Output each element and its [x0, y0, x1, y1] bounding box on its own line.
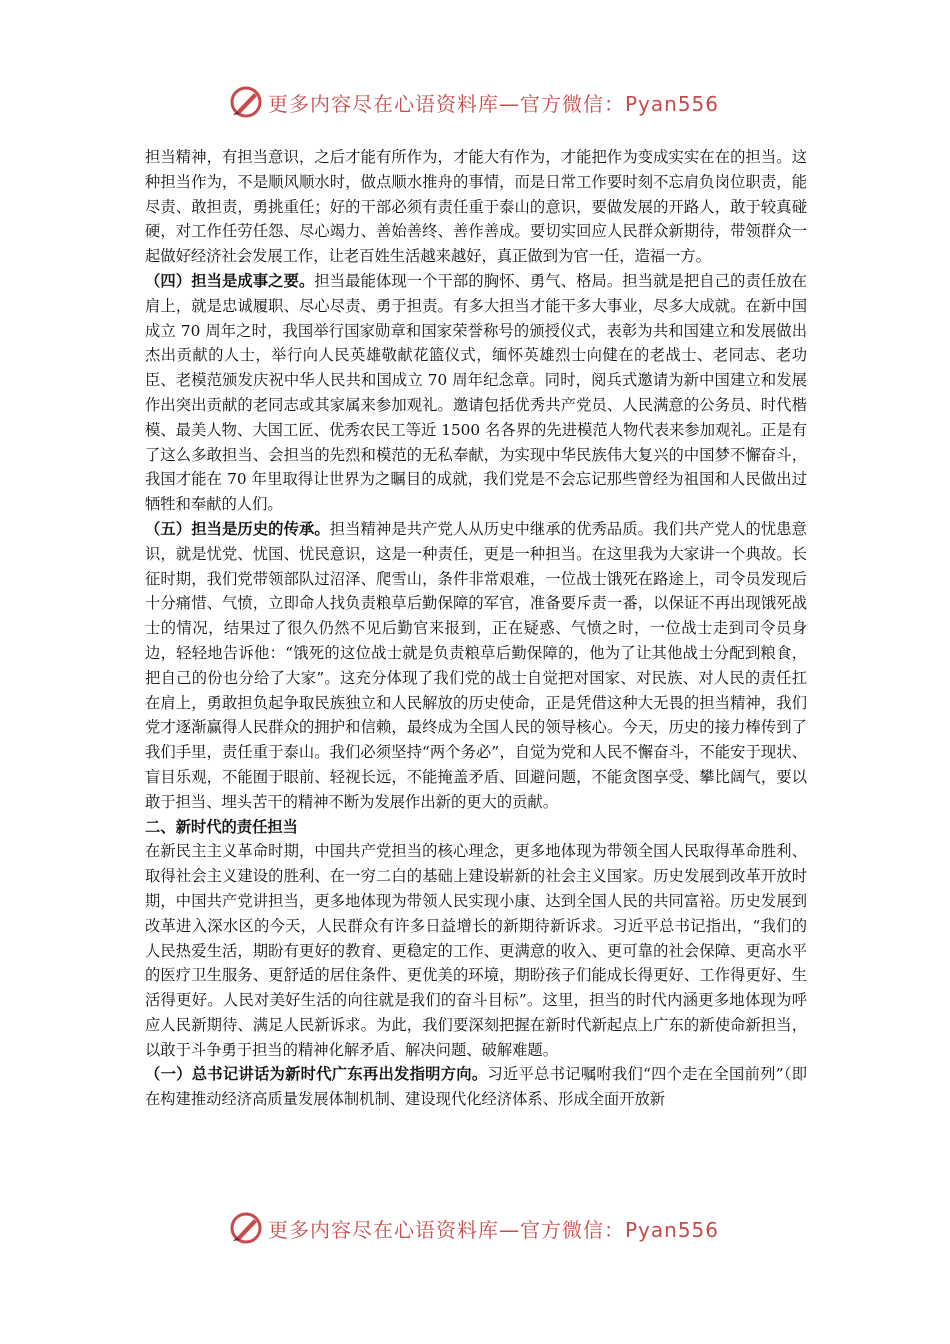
paragraph: 在新民主主义革命时期，中国共产党担当的核心理念，更多地体现为带领全国人民取得革命胜利、取得社会主义建设的胜利、在一穷二白的基础上建设崭新的社会主义国家。历史发展到改革开放时期，中国共产党讲担当，更多地体现为带领人民实现小康、达到全国人民的共同富裕。历史发展到改革进入深水区的今天，人民群众有许多日益增长的新期待新诉求。习近平总书记指出，“我们的人民热爱生活，期盼有更好的教育、更稳定的工作、更满意的收入、更可靠的社会保障、更高水平的医疗卫生服务、更舒适的居住条件、更优美的环境，期盼孩子们能成长得更好、工作得更好、生活得更好。人民对美好生活的向往就是我们的奋斗目标”。这里，担当的时代内涵更多地体现为呼应人民新期待、满足人民新诉求。为此，我们要深刻把握在新时代新起点上广东的新使命新担当，以敢于斗争勇于担当的精神化解矛盾、解决问题、破解难题。	[145, 842, 807, 1059]
paragraph-lead: （一）总书记讲话为新时代广东再出发指明方向。	[145, 1065, 488, 1084]
pen-logo-icon	[228, 84, 264, 120]
footer-watermark-banner	[228, 1208, 719, 1248]
section-heading: 二、新时代的责任担当	[145, 817, 298, 836]
paragraph: （五）担当是历史的传承。担当精神是共产党人从历史中继承的优秀品质。我们共产党人的忧患意识，就是忧党、忧国、忧民意识，这是一种责任，更是一种担当。在这里我为大家讲一个典故。长征时期，我们党带领部队过沼泽、爬雪山，条件非常艰难，一位战士饿死在路途上，司令员发现后十分痛惜、气愤，立即命人找负责粮草后勤保障的军官，准备要斥责一番，以保证不再出现饿死战士的情况，结果过了很久仍然不见后勤官来报到，正在疑惑、气愤之时，一位战士走到司令员身边，轻轻地告诉他：“饿死的这位战士就是负责粮草后勤保障的，他为了让其他战士分配到粮食，把自己的份也分给了大家”。这充分体现了我们党的战士自觉把对国家、对民族、对人民的责任扛在肩上，勇敢担负起争取民族独立和人民解放的历史使命，正是凭借这种大无畏的担当精神，我们党才逐渐赢得人民群众的拥护和信赖，最终成为全国人民的领导核心。今天，历史的接力棒传到了我们手里，责任重于泰山。我们必须坚持“两个务必”，自觉为党和人民不懈奋斗，不能安于现状、盲目乐观，不能囿于眼前、轻视长远，不能掩盖矛盾、回避问题，不能贪图享受、攀比阔气，要以敢于担当、埋头苦干的精神不断为发展作出新的更大的贡献。	[145, 519, 807, 811]
header-watermark-banner	[228, 82, 719, 122]
paragraph-lead: （四）担当是成事之要。	[145, 271, 315, 290]
paragraph-lead: （五）担当是历史的传承。	[145, 519, 330, 538]
banner-text: 更多内容尽在心语资料库—官方微信：Pyan556	[268, 1217, 720, 1242]
paragraph: （一）总书记讲话为新时代广东再出发指明方向。习近平总书记嘱咐我们“四个走在全国前列”（即在构建推动经济高质量发展体制机制、建设现代化经济体系、形成全面开放新	[145, 1065, 807, 1109]
paragraph: 担当精神，有担当意识，之后才能有所作为，才能大有作为，才能把作为变成实实在在的担当。这种担当作为，不是顺风顺水时，做点顺水推舟的事情，而是日常工作要时刻不忘肩负岗位职责，能尽责、敢担责，勇挑重任；好的干部必须有责任重于泰山的意识，要做发展的开路人，敢于较真碰硬，对工作任劳任怨、尽心竭力、善始善终、善作善成。要切实回应人民群众新期待，带领群众一起做好经济社会发展工作，让老百姓生活越来越好，真正做到为官一任，造福一方。	[145, 148, 807, 266]
paragraph: （四）担当是成事之要。担当最能体现一个干部的胸怀、勇气、格局。担当就是把自己的责任放在肩上，就是忠诚履职、尽心尽责、勇于担责。有多大担当才能干多大事业，尽多大成就。在新中国成立 70 周年之时，我国举行国家勋章和国家荣誉称号的颁授仪式，表彰为共和国建立和发展做出杰出贡献的人士，举行向人民英雄敬献花篮仪式，缅怀英雄烈士向健在的老战士、老同志、老功臣、老模范颁发庆祝中华人民共和国成立 70 周年纪念章。同时，阅兵式邀请为新中国建立和发展作出突出贡献的老同志或其家属来参加观礼。邀请包括优秀共产党员、人民满意的公务员、时代楷模、最美人物、大国工匠、优秀农民工等近 1500 名各界的先进模范人物代表来参加观礼。正是有了这么多敢担当、会担当的先烈和模范的无私奉献，为实现中华民族伟大复兴的中国梦不懈奋斗，我国才能在 70 年里取得让世界为之瞩目的成就，我们党是不会忘记那些曾经为祖国和人民做出过牺牲和奉献的人们。	[145, 271, 807, 514]
banner-text: 更多内容尽在心语资料库—官方微信：Pyan556	[268, 91, 720, 116]
pen-logo-icon	[228, 1210, 264, 1246]
document-body	[145, 145, 807, 1112]
